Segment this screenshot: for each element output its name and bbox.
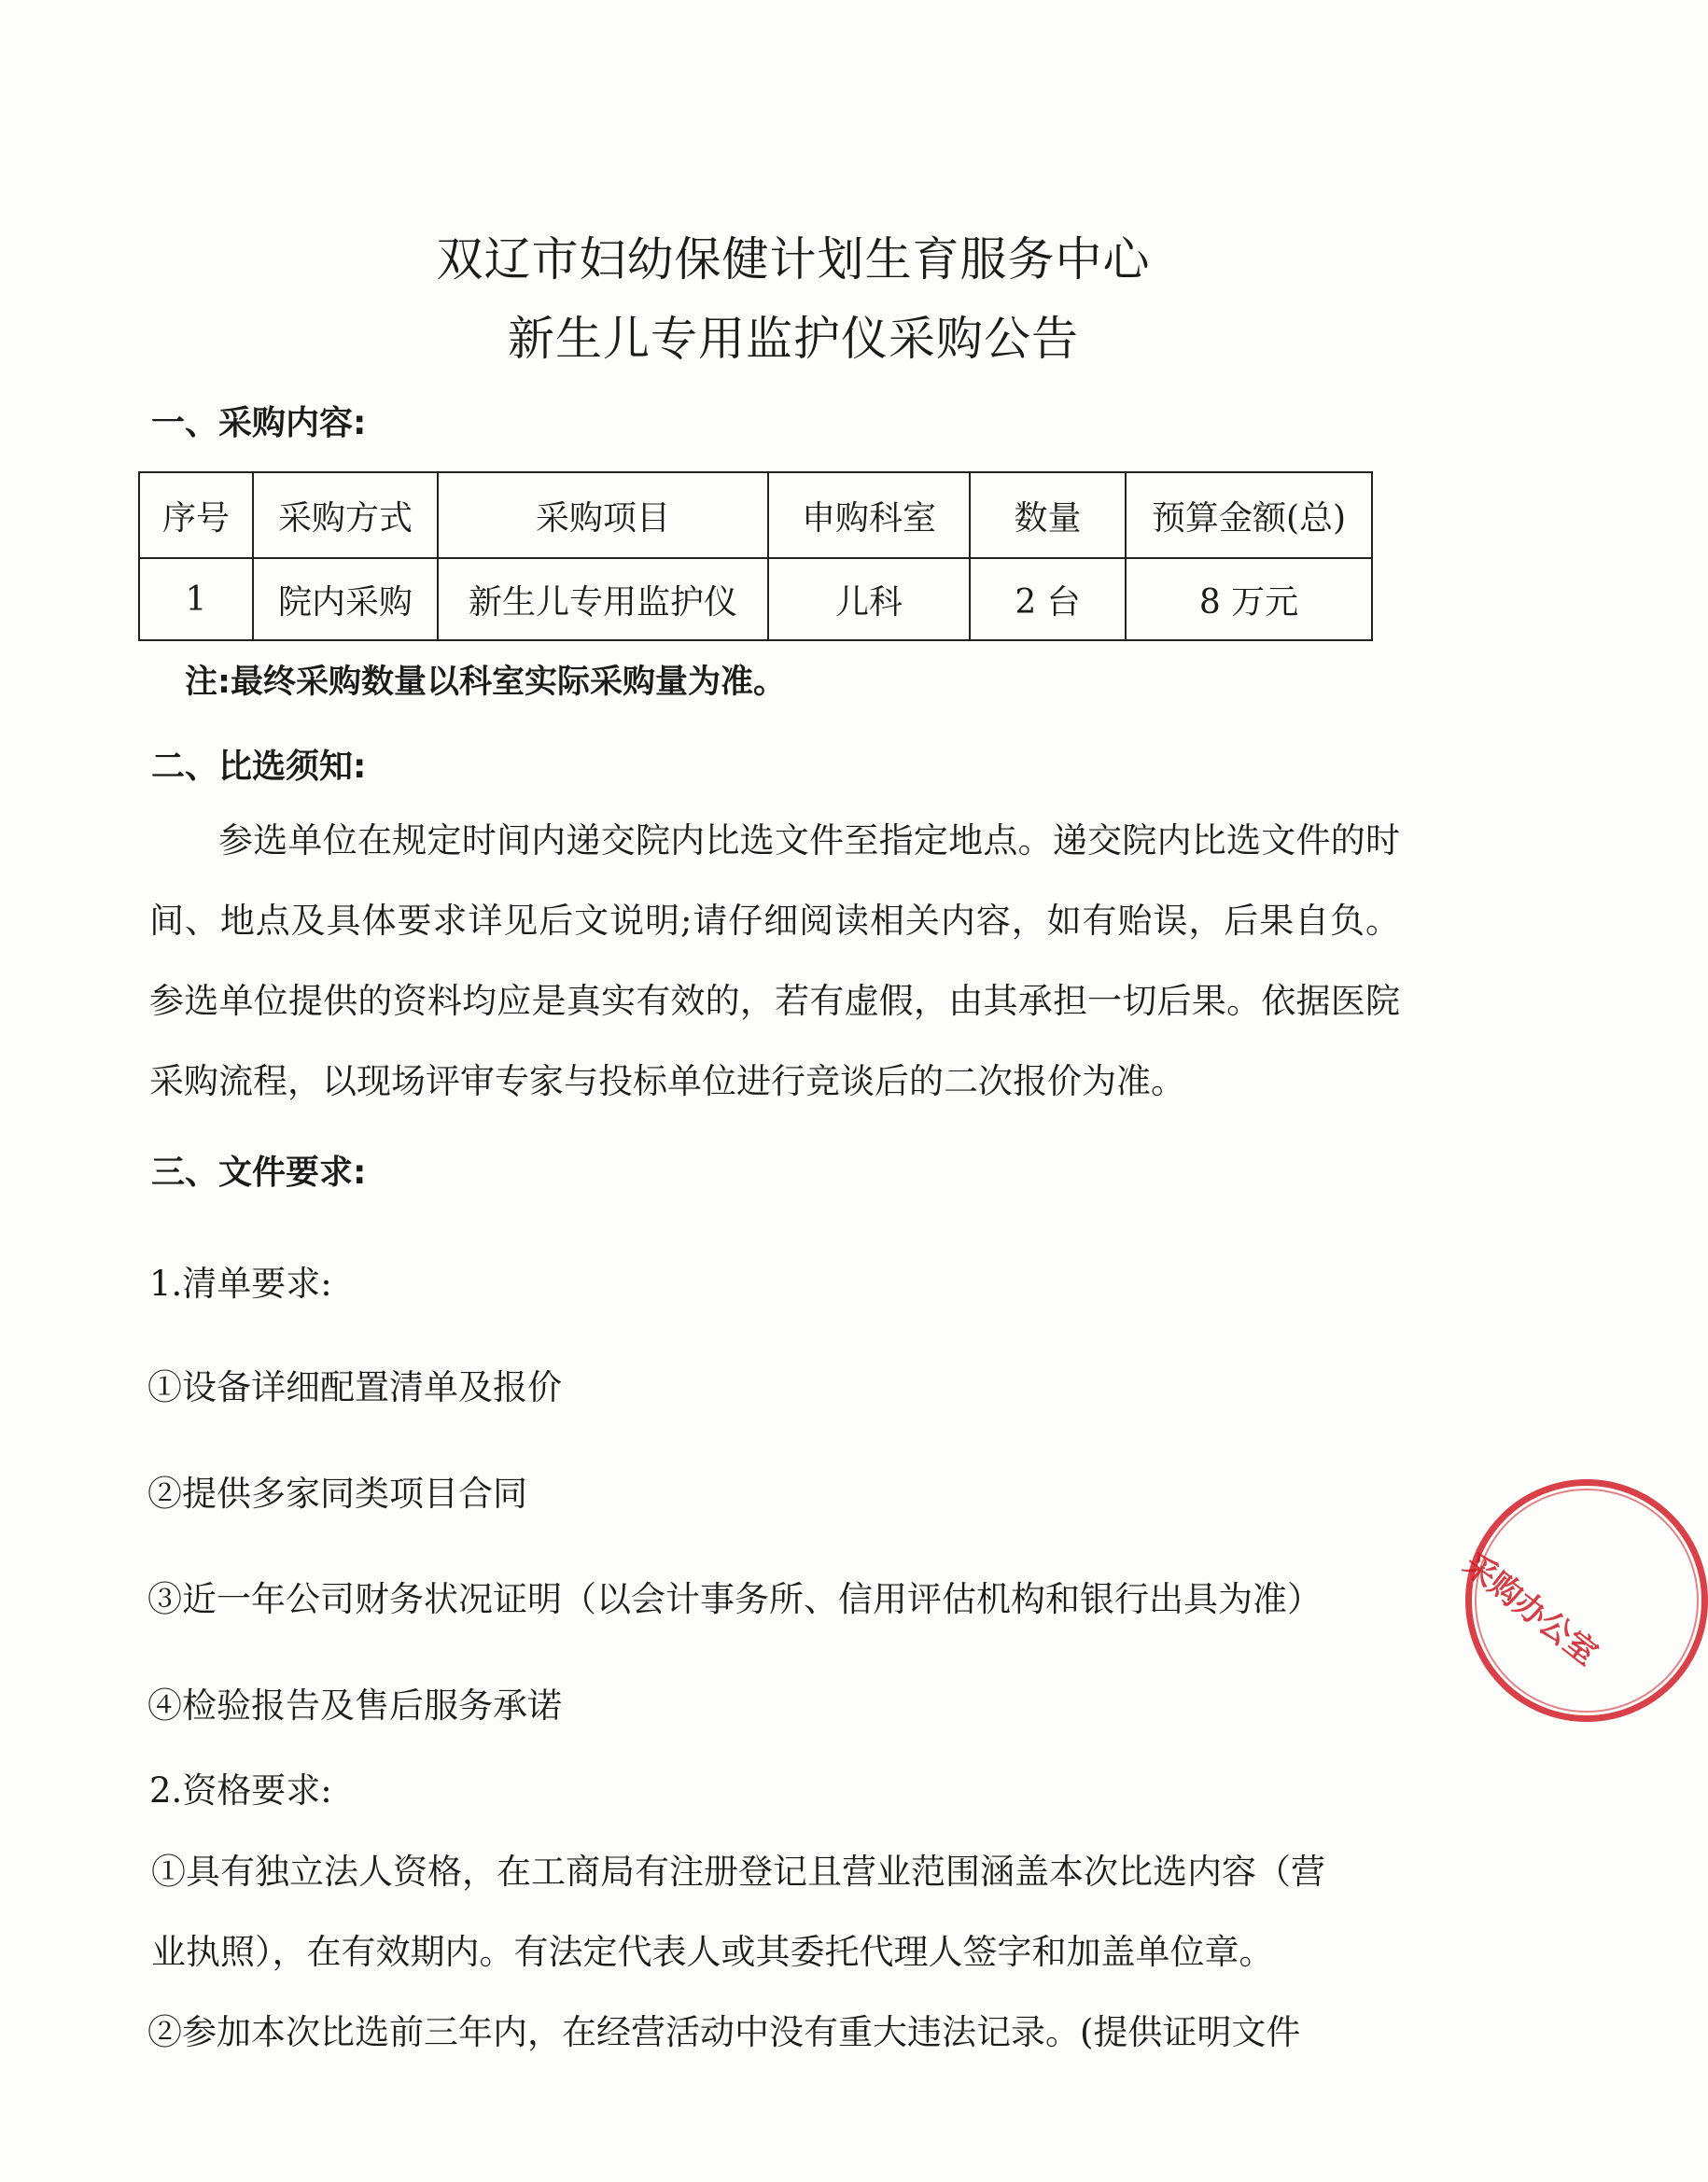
table-cell: 儿科 [768, 558, 970, 640]
table-row [139, 558, 1372, 640]
procurement-table [138, 471, 1373, 641]
qualification-item: ①具有独立法人资格，在工商局有注册登记且营业范围涵盖本次比选内容（营 [151, 1852, 1325, 1892]
section1-heading: 一、采购内容: [151, 404, 367, 442]
qualification-item: ②参加本次比选前三年内，在经营活动中没有重大违法记录。(提供证明文件 [147, 2012, 1301, 2052]
table-header-cell: 申购科室 [768, 472, 970, 558]
document-title-line1: 双辽市妇幼保健计划生育服务中心 [436, 232, 1151, 287]
table-cell: 新生儿专用监护仪 [438, 558, 768, 640]
section2-paragraph: 参选单位在规定时间内递交院内比选文件至指定地点。递交院内比选文件的时间、地点及具体要求详见后文说明;请仔细阅读相关内容，如有贻误，后果自负。参选单位提供的资料均应是真实有效的，若有虚假，由其承担一切后果。依据医院采购流程，以现场评审专家与投标单位进行竞谈后的二次报价为准。 [149, 820, 1400, 1101]
table-cell: 1 [139, 558, 253, 640]
table-cell: 2 台 [970, 558, 1126, 640]
list-item: ②提供多家同类项目合同 [147, 1474, 527, 1514]
table-header-cell: 数量 [970, 472, 1126, 558]
list-item: ①设备详细配置清单及报价 [147, 1367, 562, 1407]
document-title-line2: 新生儿专用监护仪采购公告 [508, 312, 1079, 366]
table-header-cell: 预算金额(总) [1126, 472, 1372, 558]
table-header-cell: 采购项目 [438, 472, 768, 558]
table-header-row [139, 472, 1372, 558]
list-item: ③近一年公司财务状况证明（以会计事务所、信用评估机构和银行出具为准） [147, 1579, 1322, 1619]
official-seal-text: 采购办公室 [1456, 1546, 1605, 1673]
qualification-title: 2.资格要求: [149, 1770, 332, 1811]
procurement-note: 注:最终采购数量以科室实际采购量为准。 [185, 664, 786, 701]
table-cell: 8 万元 [1126, 558, 1372, 640]
list-requirements-title: 1.清单要求: [149, 1264, 332, 1304]
qualification-item: 业执照），在有效期内。有法定代表人或其委托代理人签字和加盖单位章。 [151, 1932, 1274, 1972]
list-item: ④检验报告及售后服务承诺 [147, 1685, 562, 1726]
table-header-cell: 序号 [139, 472, 253, 558]
table-header-cell: 采购方式 [253, 472, 438, 558]
table-cell: 院内采购 [253, 558, 438, 640]
section2-heading: 二、比选须知: [151, 748, 367, 786]
section3-heading: 三、文件要求: [151, 1154, 367, 1192]
